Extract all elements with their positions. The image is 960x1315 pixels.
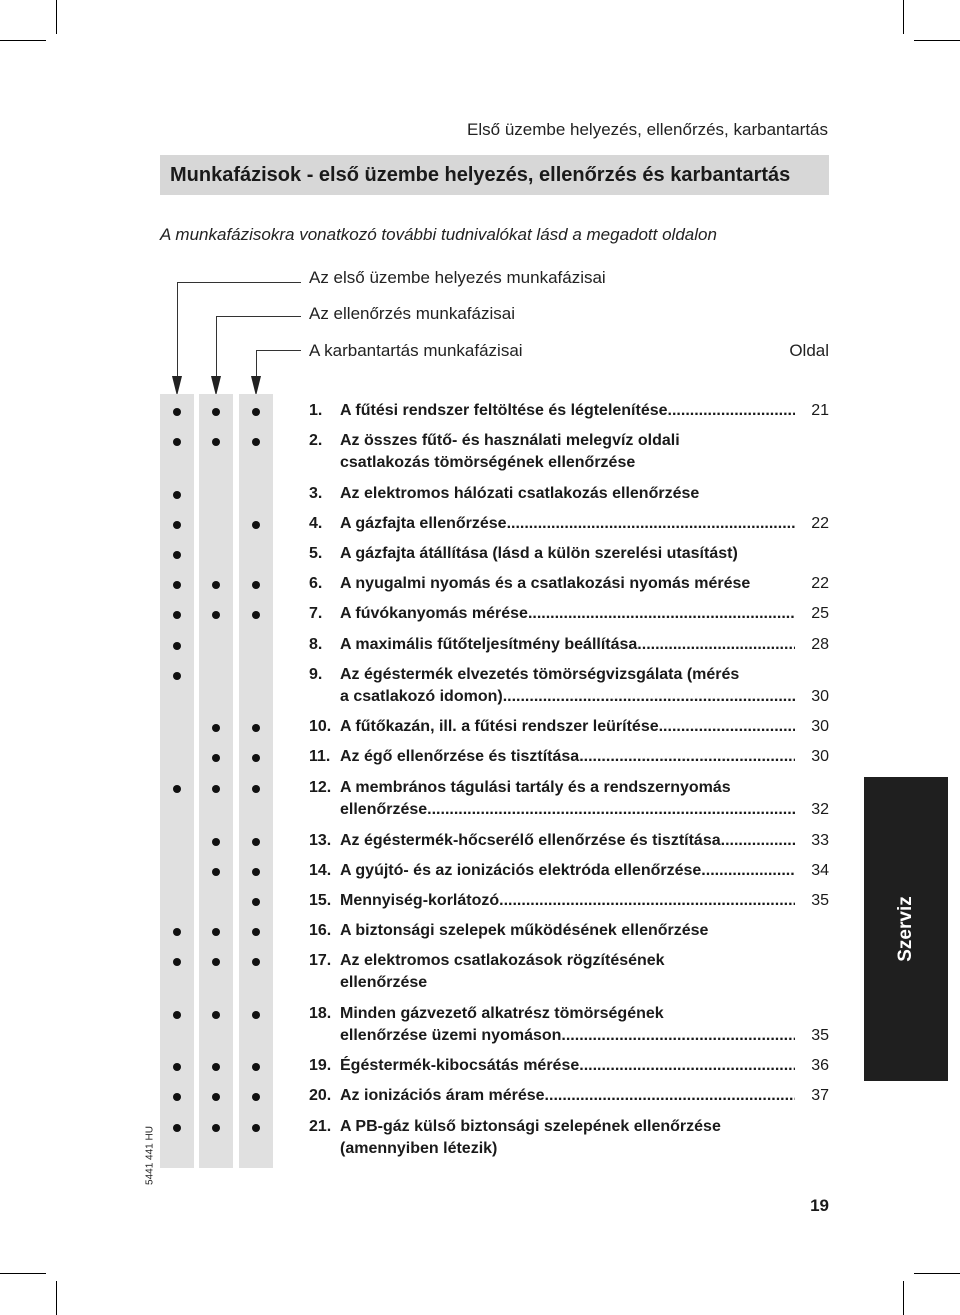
- commissioning-mark: [173, 785, 181, 793]
- step-description: [340, 1055, 795, 1077]
- step-text-line: [340, 1116, 795, 1138]
- step-number: 7.: [309, 605, 323, 622]
- step-description: [340, 513, 795, 535]
- commissioning-mark: [173, 581, 181, 589]
- maintenance-mark: [252, 1063, 260, 1071]
- step-text-line: [340, 664, 795, 686]
- inspection-column: [199, 394, 233, 1168]
- step-number: 10.: [309, 718, 332, 735]
- step-description: [340, 746, 795, 768]
- step-description: [340, 950, 795, 994]
- step-text-line: [340, 777, 795, 799]
- step-text: Az égő ellenőrzése és tisztítása: [340, 748, 580, 765]
- legend-connector-inspection: [216, 316, 301, 317]
- inspection-mark: [212, 438, 220, 446]
- inspection-mark: [212, 1093, 220, 1101]
- step-text: Az összes fűtő- és használati melegvíz oldali: [340, 432, 680, 449]
- step-text: A fűtőkazán, ill. a fűtési rendszer leürítése: [340, 718, 659, 735]
- step-text: Égéstermék-kibocsátás mérése: [340, 1057, 580, 1074]
- dot-leader: [579, 1055, 795, 1077]
- step-text-line: [340, 543, 795, 565]
- step-text-line: [340, 920, 795, 942]
- intro-text: A munkafázisokra vonatkozó további tudnivalókat lásd a megadott oldalon: [160, 225, 717, 244]
- step-text-line: [340, 1138, 795, 1160]
- maintenance-mark: [252, 838, 260, 846]
- step-text: A gyújtó- és az ionizációs elektróda ellenőrzése: [340, 862, 702, 879]
- step-number: 21.: [309, 1118, 332, 1135]
- commissioning-mark: [173, 1124, 181, 1132]
- step-number: 12.: [309, 779, 332, 796]
- step-text: csatlakozás tömörségének ellenőrzése: [340, 454, 636, 471]
- crop-mark: [0, 40, 46, 41]
- dot-leader: [701, 860, 795, 882]
- commissioning-mark: [173, 491, 181, 499]
- crop-mark: [914, 40, 960, 41]
- step-number: 6.: [309, 575, 323, 592]
- step-text: ellenőrzése: [340, 801, 428, 818]
- maintenance-mark: [252, 785, 260, 793]
- step-text: (amennyiben létezik): [340, 1140, 498, 1157]
- step-description: [340, 1085, 795, 1107]
- section-tab-label: Szerviz: [895, 896, 916, 962]
- maintenance-mark: [252, 1093, 260, 1101]
- inspection-mark: [212, 724, 220, 732]
- step-number: 9.: [309, 666, 323, 683]
- step-text: Az égéstermék-hőcserélő ellenőrzése és tisztítása: [340, 832, 721, 849]
- step-text-line: [340, 603, 795, 625]
- legend-connector-maintenance: [256, 350, 257, 377]
- inspection-mark: [212, 1063, 220, 1071]
- step-number: 18.: [309, 1005, 332, 1022]
- inspection-mark: [212, 1124, 220, 1132]
- step-number: 14.: [309, 862, 332, 879]
- page-number: 19: [810, 1196, 829, 1215]
- inspection-mark: [212, 928, 220, 936]
- inspection-mark: [212, 581, 220, 589]
- step-page: 22: [811, 575, 829, 592]
- maintenance-mark: [252, 581, 260, 589]
- step-text: Mennyiség-korlátozó: [340, 892, 500, 909]
- dot-leader: [659, 716, 795, 738]
- dot-leader: [528, 603, 795, 625]
- step-description: [340, 664, 795, 708]
- step-text: A nyugalmi nyomás és a csatlakozási nyomás mérése: [340, 575, 751, 592]
- arrow-down-icon: [211, 376, 221, 396]
- inspection-mark: [212, 408, 220, 416]
- dot-leader: [561, 1025, 795, 1047]
- step-description: [340, 573, 795, 595]
- step-page: 30: [811, 688, 829, 705]
- commissioning-mark: [173, 672, 181, 680]
- step-text-line: [340, 1055, 795, 1077]
- dot-leader: [579, 746, 795, 768]
- legend-maintenance: A karbantartás munkafázisai: [309, 341, 523, 360]
- commissioning-mark: [173, 642, 181, 650]
- step-description: [340, 603, 795, 625]
- inspection-mark: [212, 754, 220, 762]
- maintenance-mark: [252, 521, 260, 529]
- commissioning-mark: [173, 1063, 181, 1071]
- commissioning-mark: [173, 438, 181, 446]
- maintenance-mark: [252, 868, 260, 876]
- step-text: Minden gázvezető alkatrész tömörségének: [340, 1005, 664, 1022]
- legend-connector-inspection: [216, 316, 217, 377]
- dot-leader: [499, 890, 795, 912]
- dot-leader: [721, 830, 795, 852]
- legend-connector-commissioning: [177, 282, 178, 377]
- commissioning-mark: [173, 521, 181, 529]
- section-tab: [864, 777, 948, 1081]
- maintenance-mark: [252, 898, 260, 906]
- inspection-mark: [212, 838, 220, 846]
- commissioning-column: [160, 394, 194, 1168]
- maintenance-mark: [252, 438, 260, 446]
- commissioning-mark: [173, 1011, 181, 1019]
- legend-connector-maintenance: [256, 350, 301, 351]
- step-text: Az elektromos hálózati csatlakozás ellenőrzése: [340, 485, 700, 502]
- commissioning-mark: [173, 1093, 181, 1101]
- maintenance-mark: [252, 408, 260, 416]
- step-text-line: [340, 452, 795, 474]
- step-number: 5.: [309, 545, 323, 562]
- inspection-mark: [212, 1011, 220, 1019]
- commissioning-mark: [173, 928, 181, 936]
- step-page: 30: [811, 718, 829, 735]
- dot-leader: [507, 513, 795, 535]
- crop-mark: [914, 1273, 960, 1274]
- step-text: Az égéstermék elvezetés tömörségvizsgálata (mérés: [340, 666, 740, 683]
- step-description: [340, 1116, 795, 1160]
- page-column-label: Oldal: [789, 341, 829, 360]
- step-text: A biztonsági szelepek működésének ellenőrzése: [340, 922, 709, 939]
- maintenance-mark: [252, 724, 260, 732]
- maintenance-mark: [252, 958, 260, 966]
- step-text-line: [340, 400, 795, 422]
- legend-connector-commissioning: [177, 282, 301, 283]
- step-description: [340, 920, 795, 942]
- dot-leader: [668, 400, 795, 422]
- step-description: [340, 634, 795, 656]
- crop-mark: [903, 0, 904, 34]
- step-number: 3.: [309, 485, 323, 502]
- step-description: [340, 483, 795, 505]
- step-page: 25: [811, 605, 829, 622]
- arrow-down-icon: [251, 376, 261, 396]
- step-number: 4.: [309, 515, 323, 532]
- step-text-line: [340, 746, 795, 768]
- step-text-line: [340, 430, 795, 452]
- legend-commissioning: Az első üzembe helyezés munkafázisai: [309, 268, 606, 287]
- step-text-line: [340, 573, 795, 595]
- commissioning-mark: [173, 611, 181, 619]
- step-number: 1.: [309, 402, 323, 419]
- step-text-line: [340, 1025, 795, 1047]
- inspection-mark: [212, 785, 220, 793]
- page-title: Munkafázisok - első üzembe helyezés, ellenőrzés és karbantartás: [170, 164, 791, 186]
- step-page: 37: [811, 1087, 829, 1104]
- step-text: A PB-gáz külső biztonsági szelepének ellenőrzése: [340, 1118, 721, 1135]
- maintenance-mark: [252, 928, 260, 936]
- commissioning-mark: [173, 958, 181, 966]
- step-text-line: [340, 830, 795, 852]
- step-page: 35: [811, 1027, 829, 1044]
- step-text-line: [340, 950, 795, 972]
- step-page: 35: [811, 892, 829, 909]
- step-page: 32: [811, 801, 829, 818]
- step-page: 34: [811, 862, 829, 879]
- step-number: 17.: [309, 952, 332, 969]
- step-description: [340, 543, 795, 565]
- dot-leader: [427, 799, 795, 821]
- step-number: 11.: [309, 748, 331, 765]
- step-text-line: [340, 799, 795, 821]
- maintenance-mark: [252, 1011, 260, 1019]
- step-description: [340, 860, 795, 882]
- step-description: [340, 400, 795, 422]
- commissioning-mark: [173, 408, 181, 416]
- step-text: A membrános tágulási tartály és a rendszernyomás: [340, 779, 731, 796]
- step-text-line: [340, 513, 795, 535]
- step-page: 22: [811, 515, 829, 532]
- step-number: 16.: [309, 922, 332, 939]
- step-text: ellenőrzése: [340, 974, 428, 991]
- step-number: 8.: [309, 636, 323, 653]
- step-text: ellenőrzése üzemi nyomáson: [340, 1027, 562, 1044]
- step-number: 13.: [309, 832, 332, 849]
- maintenance-mark: [252, 611, 260, 619]
- step-text: Az elektromos csatlakozások rögzítésének: [340, 952, 665, 969]
- crop-mark: [0, 1273, 46, 1274]
- step-text-line: [340, 1085, 795, 1107]
- crop-mark: [903, 1281, 904, 1315]
- legend-inspection: Az ellenőrzés munkafázisai: [309, 304, 515, 323]
- crop-mark: [56, 0, 57, 34]
- step-text-line: [340, 716, 795, 738]
- step-description: [340, 1003, 795, 1047]
- step-text-line: [340, 634, 795, 656]
- step-description: [340, 716, 795, 738]
- step-number: 2.: [309, 432, 323, 449]
- maintenance-mark: [252, 754, 260, 762]
- step-text: A fűtési rendszer feltöltése és légtelenítése: [340, 402, 668, 419]
- step-number: 15.: [309, 892, 332, 909]
- dot-leader: [503, 686, 795, 708]
- step-description: [340, 430, 795, 474]
- step-page: 36: [811, 1057, 829, 1074]
- arrow-down-icon: [172, 376, 182, 396]
- step-text-line: [340, 860, 795, 882]
- dot-leader: [545, 1085, 795, 1107]
- step-page: 28: [811, 636, 829, 653]
- crop-mark: [56, 1281, 57, 1315]
- step-page: 33: [811, 832, 829, 849]
- step-text: A fúvókanyomás mérése: [340, 605, 528, 622]
- step-number: 20.: [309, 1087, 332, 1104]
- dot-leader: [637, 634, 795, 656]
- inspection-mark: [212, 958, 220, 966]
- step-text: A gázfajta átállítása (lásd a külön szerelési utasítást): [340, 545, 738, 562]
- maintenance-mark: [252, 1124, 260, 1132]
- step-text-line: [340, 1003, 795, 1025]
- inspection-mark: [212, 868, 220, 876]
- step-description: [340, 830, 795, 852]
- step-description: [340, 777, 795, 821]
- step-text: a csatlakozó idomon): [340, 688, 503, 705]
- step-page: 21: [811, 402, 829, 419]
- step-number: 19.: [309, 1057, 332, 1074]
- step-text-line: [340, 972, 795, 994]
- step-text: A maximális fűtőteljesítmény beállítása: [340, 636, 638, 653]
- step-text-line: [340, 483, 795, 505]
- document-code: 5441 441 HU: [144, 1126, 156, 1185]
- maintenance-column: [239, 394, 273, 1168]
- step-text: A gázfajta ellenőrzése: [340, 515, 507, 532]
- step-page: 30: [811, 748, 829, 765]
- running-header: Első üzembe helyezés, ellenőrzés, karbantartás: [467, 120, 828, 139]
- step-text-line: [340, 686, 795, 708]
- commissioning-mark: [173, 551, 181, 559]
- step-text: Az ionizációs áram mérése: [340, 1087, 545, 1104]
- inspection-mark: [212, 611, 220, 619]
- step-description: [340, 890, 795, 912]
- step-text-line: [340, 890, 795, 912]
